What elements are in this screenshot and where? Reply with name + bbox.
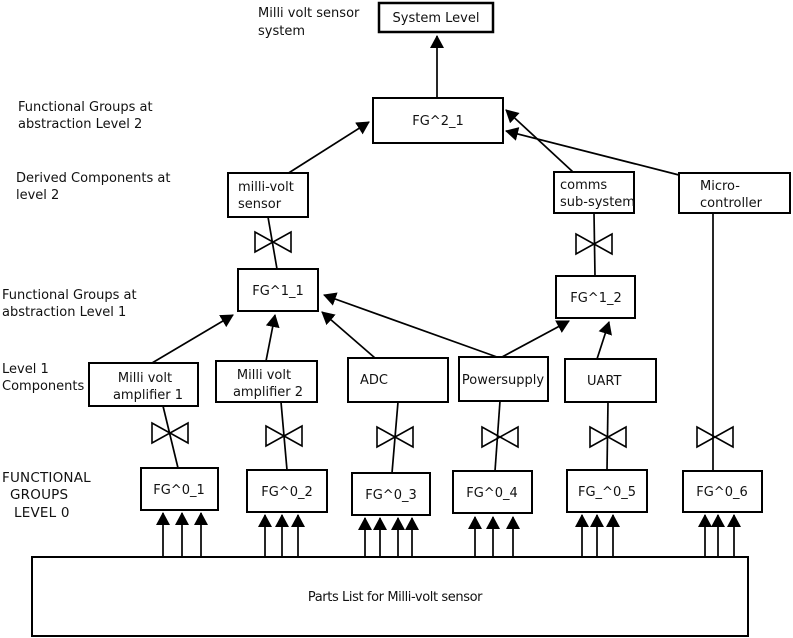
node-label: Milli volt	[236, 368, 292, 383]
node-label: FG^0_4	[466, 486, 518, 501]
node-label: FG^0_3	[365, 488, 417, 503]
edge-comms-to-fg21	[506, 110, 573, 172]
annotation-level1-components: Level 1	[2, 362, 49, 377]
node-label: FG^0_1	[153, 483, 205, 498]
edge-micro-to-fg21	[506, 131, 679, 175]
bowtie-icon	[152, 423, 188, 443]
annotation-system-title: system	[258, 24, 305, 39]
annotation-fg-level0: GROUPS	[10, 487, 69, 503]
node-label: comms	[560, 178, 608, 193]
bowtie-symbols	[152, 232, 733, 447]
node-label: ADC	[360, 373, 388, 388]
side-annotations	[2, 6, 360, 521]
bowtie-icon	[697, 427, 733, 447]
annotation-fg-level1: abstraction Level 1	[2, 305, 127, 320]
annotation-fg-level2: abstraction Level 2	[18, 117, 143, 132]
annotation-fg-level2: Functional Groups at	[18, 100, 153, 115]
edge-uart-to-fg12	[597, 322, 609, 359]
annotation-derived-l2: Derived Components at	[16, 171, 171, 186]
node-label: FG^0_6	[696, 485, 748, 500]
edge-psu-to-fg12	[502, 321, 569, 357]
annotation-fg-level0: LEVEL 0	[14, 505, 70, 521]
node-label: FG^2_1	[412, 114, 464, 129]
node-label: milli-volt	[238, 180, 294, 195]
node-label: amplifier 2	[232, 385, 304, 400]
edge-amp2-to-fg11	[266, 315, 275, 361]
edge-amp1-to-fg11	[152, 315, 233, 363]
annotation-level1-components: Components	[2, 379, 85, 394]
node-label: controller	[700, 196, 763, 211]
node-label: Milli volt	[117, 371, 173, 386]
annotation-system-title: Milli volt sensor	[258, 6, 360, 21]
annotation-fg-level1: Functional Groups at	[2, 288, 137, 303]
node-label: FG^1_1	[252, 284, 304, 299]
annotation-derived-l2: level 2	[16, 188, 60, 203]
edge-adc-to-fg11	[322, 312, 375, 358]
node-label: UART	[587, 374, 622, 389]
edge-psu-to-fg11	[324, 295, 497, 357]
node-label: FG^1_2	[570, 291, 622, 306]
node-label: Micro-	[700, 179, 740, 194]
node-label: sub-system	[560, 195, 635, 210]
node-label: FG^0_2	[261, 485, 313, 500]
node-label: amplifier 1	[112, 388, 184, 403]
bowtie-icon	[482, 427, 518, 447]
node-label: FG_^0_5	[578, 485, 636, 500]
edge-sensor-to-fg21	[287, 122, 369, 174]
parts-list-arrows	[163, 513, 734, 557]
node-label: Powersupply	[461, 373, 545, 388]
annotation-fg-level0: FUNCTIONAL	[2, 470, 91, 486]
node-boxes	[32, 3, 790, 636]
parts-list-label: Parts List for Milli-volt sensor	[307, 590, 483, 605]
node-label: System Level	[392, 11, 480, 26]
node-label: sensor	[238, 197, 282, 212]
